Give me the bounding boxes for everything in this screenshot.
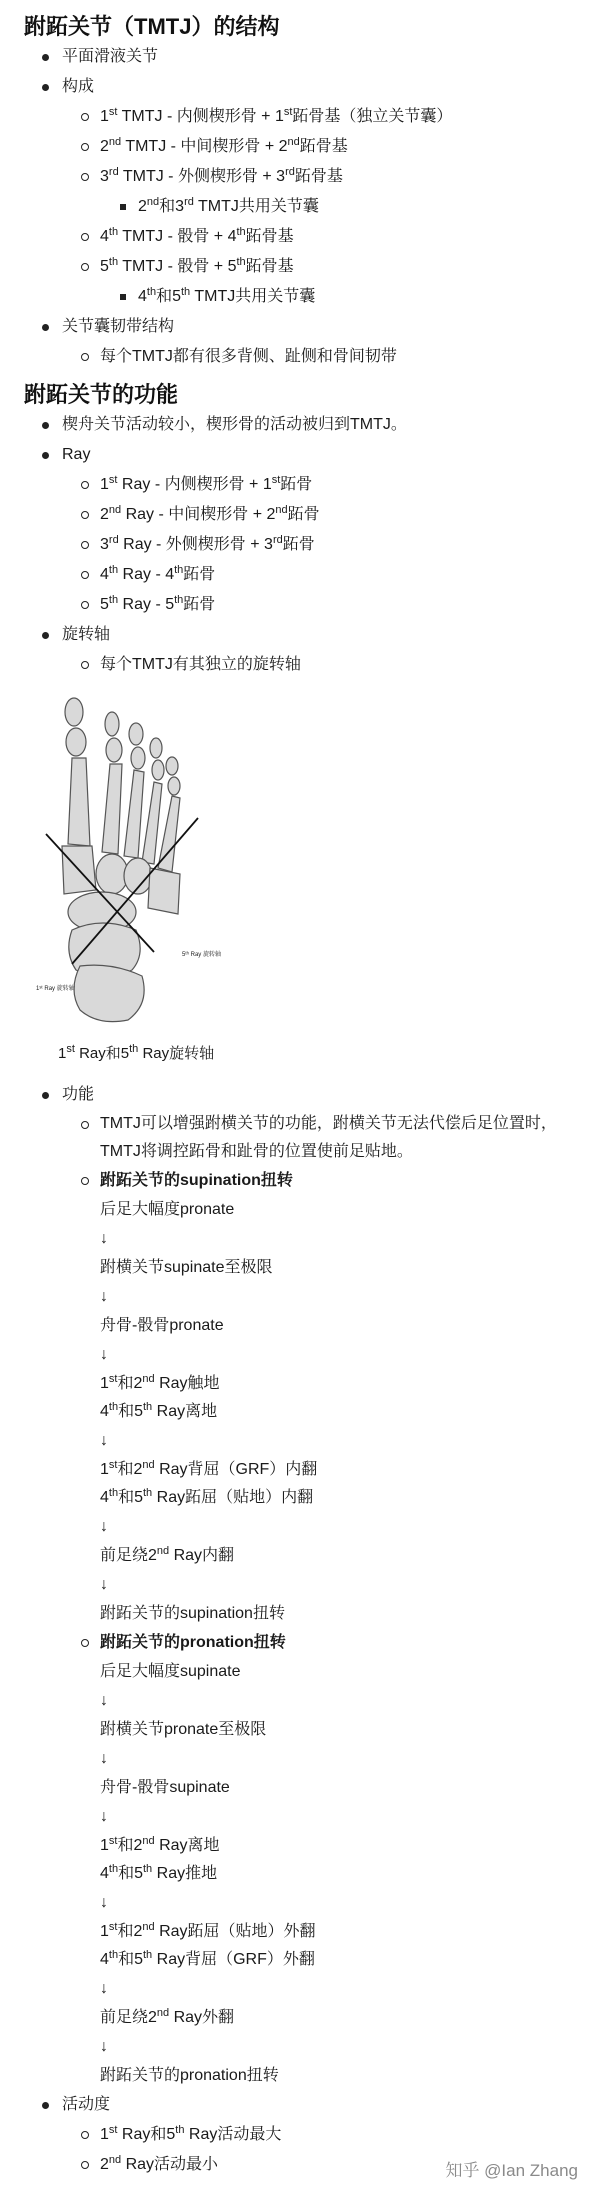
list-item: 构成 1st TMTJ - 内侧楔形骨 + 1st跖骨基（独立关节囊） 2nd TMTJ - 中间楔形骨 + 2nd跖骨基 3rd TMTJ - 外侧楔形骨 + 3rd跖骨基 2nd和3rd TMTJ共用关节囊 4th TMTJ - 骰骨 + 4th跖骨基 5th TMTJ - 骰骨 + 5th跖骨基 4th和5th TMTJ共用关节囊 [24, 72, 582, 312]
list-item: 3rd Ray - 外侧楔形骨 + 3rd跖骨 [62, 530, 582, 560]
list-item: 4th TMTJ - 骰骨 + 4th跖骨基 [62, 222, 582, 252]
list-item: 旋转轴 每个TMTJ有其独立的旋转轴 [24, 620, 582, 680]
list-item: 2nd TMTJ - 中间楔形骨 + 2nd跖骨基 [62, 132, 582, 162]
list-item: Ray 1st Ray - 内侧楔形骨 + 1st跖骨 2nd Ray - 中间楔形骨 + 2nd跖骨 3rd Ray - 外侧楔形骨 + 3rd跖骨 4th Ray - 4th跖骨 5th Ray - 5th跖骨 [24, 440, 582, 620]
heading-tmtj-function: 跗跖关节的功能 [24, 382, 179, 407]
arrow-down-icon: ↓ [100, 1288, 108, 1305]
list-item: 1st TMTJ - 内侧楔形骨 + 1st跖骨基（独立关节囊） [62, 102, 582, 132]
watermark: 知乎 @Ian Zhang [445, 2161, 578, 2180]
arrow-down-icon: ↓ [100, 1576, 108, 1593]
arrow-down-icon: ↓ [100, 1230, 108, 1247]
list-item: 2nd和3rd TMTJ共用关节囊 [100, 192, 582, 222]
list-item [62, 1628, 582, 2090]
arrow-down-icon: ↓ [100, 1518, 108, 1535]
ray-list [62, 470, 582, 620]
list-item: 每个TMTJ都有很多背侧、趾侧和骨间韧带 [62, 342, 582, 372]
arrow-down-icon: ↓ [100, 1980, 108, 1997]
function-list [24, 410, 582, 680]
arrow-down-icon: ↓ [100, 1750, 108, 1767]
list-item: 平面滑液关节 [24, 42, 582, 72]
function-list-continued [24, 1080, 582, 2180]
pronation-title: 跗跖关节的pronation扭转 [100, 1634, 286, 1651]
list-item: 5th Ray - 5th跖骨 [62, 590, 582, 620]
list-item: 5th TMTJ - 骰骨 + 5th跖骨基 4th和5th TMTJ共用关节囊 [62, 252, 582, 312]
supination-title: 跗跖关节的supination扭转 [100, 1172, 293, 1189]
list-item: 关节囊韧带结构 每个TMTJ都有很多背侧、趾侧和骨间韧带 [24, 312, 582, 372]
axis-label-1st-ray: 1ˢᵗ Ray 旋转轴 [36, 986, 75, 992]
pronation-flow: 后足大幅度supinate ↓ 跗横关节pronate至极限 ↓ 舟骨-骰骨supinate ↓ 1st和2nd Ray离地 4th和5th Ray推地 ↓ 1st和2nd Ray跖屈（贴地）外翻 4th和5th Ray背屈（GRF）外翻 ↓ 前足绕2nd Ray外翻 ↓ 跗跖关节的pronation扭转 [100, 1658, 582, 2090]
list-item: 活动度 1st Ray和5th Ray活动最大 2nd Ray活动最小 [24, 2090, 582, 2180]
list-item: 1st Ray和5th Ray活动最大 [62, 2120, 582, 2150]
list-item: 1st Ray - 内侧楔形骨 + 1st跖骨 [62, 470, 582, 500]
axis-label-5th-ray: 5ᵗʰ Ray 旋转轴 [182, 952, 221, 958]
arrow-down-icon: ↓ [100, 1894, 108, 1911]
list-item: 4th Ray - 4th跖骨 [62, 560, 582, 590]
list-item: 2nd Ray活动最小 [62, 2150, 582, 2180]
list-item: TMTJ可以增强跗横关节的功能，跗横关节无法代偿后足位置时，TMTJ将调控跖骨和趾骨的位置使前足贴地。 [62, 1110, 582, 1166]
list-item: 楔舟关节活动较小，楔形骨的活动被归到TMTJ。 [24, 410, 582, 440]
heading-tmtj-structure: 跗跖关节（TMTJ）的结构 [24, 14, 280, 39]
list-item: 2nd Ray - 中间楔形骨 + 2nd跖骨 [62, 500, 582, 530]
arrow-down-icon: ↓ [100, 1432, 108, 1449]
list-item [62, 1166, 582, 1628]
arrow-down-icon: ↓ [100, 2038, 108, 2055]
foot-skeleton-figure [32, 694, 272, 1024]
structure-list [24, 42, 582, 372]
supination-flow: 后足大幅度pronate ↓ 跗横关节supinate至极限 ↓ 舟骨-骰骨pronate ↓ 1st和2nd Ray触地 4th和5th Ray离地 ↓ 1st和2nd Ray背屈（GRF）内翻 4th和5th Ray跖屈（贴地）内翻 ↓ 前足绕2nd Ray内翻 ↓ 跗跖关节的supination扭转 [100, 1196, 582, 1628]
list-item: 3rd TMTJ - 外侧楔形骨 + 3rd跖骨基 2nd和3rd TMTJ共用关节囊 [62, 162, 582, 222]
arrow-down-icon: ↓ [100, 1808, 108, 1825]
foot-skeleton-illustration [32, 694, 272, 1024]
figure-caption: 1st Ray和5th Ray旋转轴 [58, 1043, 215, 1062]
arrow-down-icon: ↓ [100, 1692, 108, 1709]
composition-list [62, 102, 582, 312]
list-item: 每个TMTJ有其独立的旋转轴 [62, 650, 582, 680]
list-item: 4th和5th TMTJ共用关节囊 [100, 282, 582, 312]
arrow-down-icon: ↓ [100, 1346, 108, 1363]
list-item: 功能 TMTJ可以增强跗横关节的功能，跗横关节无法代偿后足位置时，TMTJ将调控跖骨和趾骨的位置使前足贴地。 跗跖关节的supination扭转 后足大幅度pronate ↓ 跗横关节supinate至极限 ↓ 舟骨-骰骨pronate ↓ 1st和2nd Ray触地 4th和5th Ray离地 ↓ 1st和2nd Ray背屈（GRF）内翻 4th和5th Ray跖屈（贴地）内翻 ↓ 前足绕2nd Ray内翻 ↓ 跗跖关节的supination扭转 跗跖关节的pronation扭转 后足大幅度supinate ↓ 跗横关节pronate至极限 ↓ 舟骨-骰骨supinate ↓ 1st和2nd Ray离地 4th和5th Ray推地 ↓ 1st和2nd Ray跖屈（贴地）外翻 4th和5th Ray背屈（GRF）外翻 ↓ 前足绕2nd Ray外翻 ↓ 跗跖关节的pronation扭转 [24, 1080, 582, 2090]
